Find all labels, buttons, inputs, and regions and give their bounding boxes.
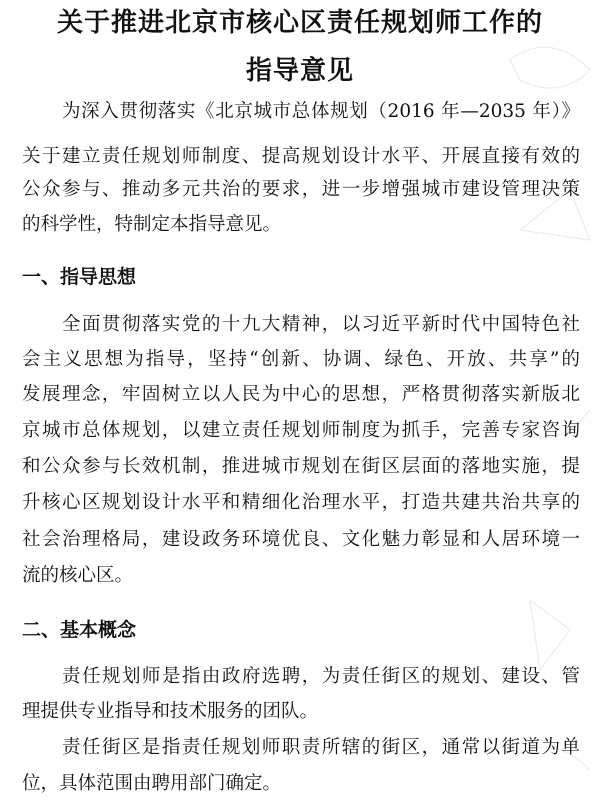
section1-line: 和公众参与长效机制，推进城市规划在街区层面的落地实施，提 (22, 456, 580, 477)
section1-line: 会主义思想为指导，坚持“创新、协调、绿色、开放、共享”的 (22, 349, 580, 370)
section1-line: 流的核心区。 (22, 565, 134, 586)
section2-para2-line: 位，具体范围由聘用部门确定。 (22, 773, 282, 794)
document-title-line-2: 指导意见 (245, 56, 354, 86)
section2-para1-line: 责任规划师是指由政府选聘，为责任街区的规划、建设、管 (62, 666, 580, 687)
intro-line: 关于建立责任规划师制度、提高规划设计水平、开展直接有效的 (22, 146, 580, 167)
section2-para2-line: 责任街区是指责任规划师职责所辖的街区，通常以街道为单 (62, 737, 580, 758)
section1-line: 发展理念，牢固树立以人民为中心的思想，严格贯彻落实新版北 (22, 384, 580, 405)
section-heading-guiding-ideology: 一、指导思想 (22, 266, 137, 288)
section-heading-basic-concepts: 二、基本概念 (22, 619, 137, 641)
section1-line: 升核心区规划设计水平和精细化治理水平，打造共建共治共享的 (22, 492, 580, 513)
section2-para1-line: 理提供专业指导和技术服务的团队。 (22, 701, 319, 722)
intro-line: 为深入贯彻落实《北京城市总体规划（2016 年—2035 年）》 (62, 101, 580, 122)
document-title-line-1: 关于推进北京市核心区责任规划师工作的 (56, 8, 543, 38)
intro-line: 公众参与、推动多元共治的要求，进一步增强城市建设管理决策 (22, 179, 580, 200)
section1-line: 全面贯彻落实党的十九大精神，以习近平新时代中国特色社 (62, 314, 580, 335)
intro-line: 的科学性，特制定本指导意见。 (22, 214, 282, 235)
section1-line: 社会治理格局，建设政务环境优良、文化魅力彰显和人居环境一 (22, 529, 580, 550)
section1-line: 京城市总体规划，以建立责任规划师制度为抓手，完善专家咨询 (22, 420, 580, 441)
